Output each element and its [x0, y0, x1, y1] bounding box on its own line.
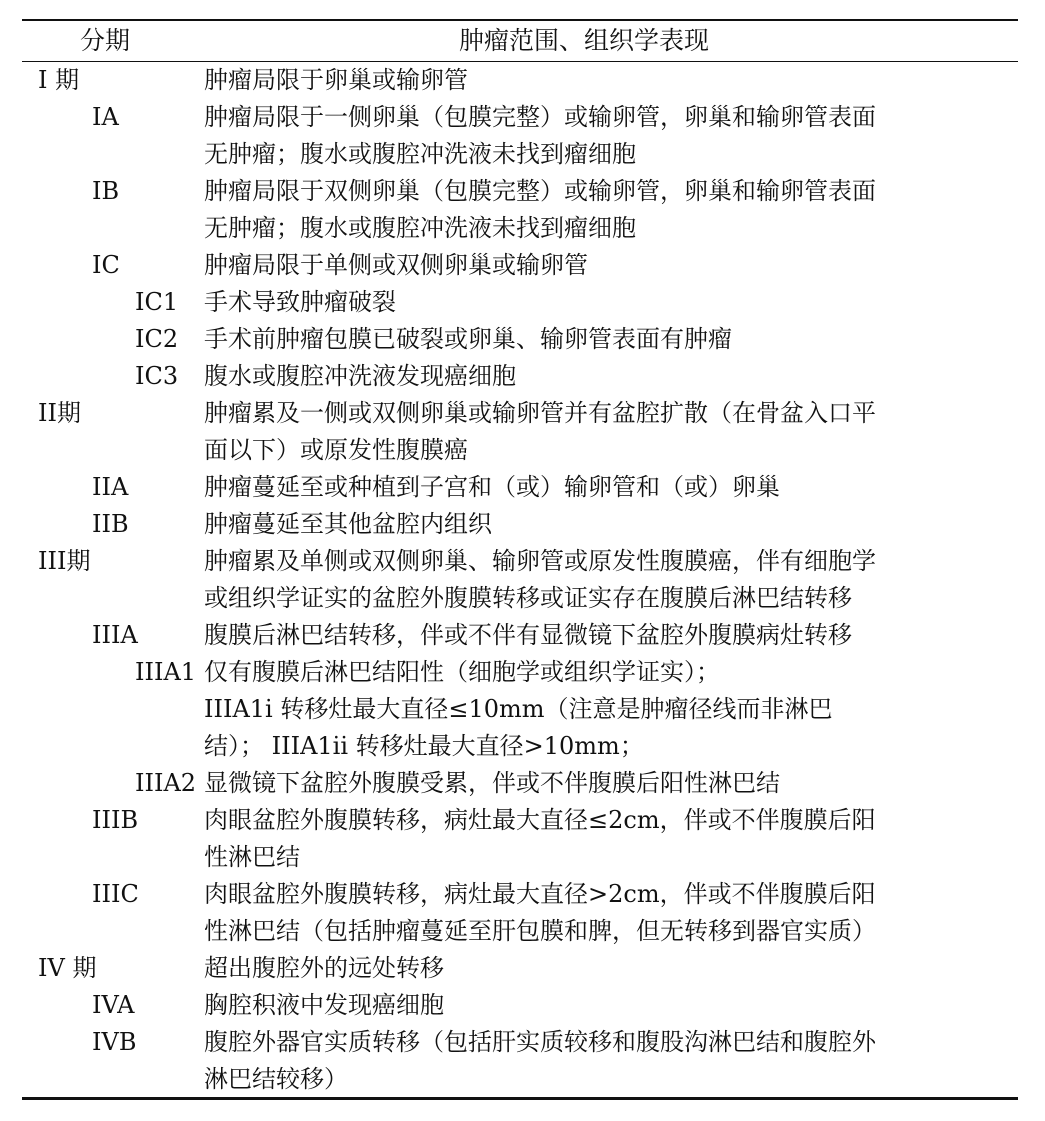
- stage-description: [204, 950, 1019, 987]
- description-line: 手术导致肿瘤破裂: [204, 288, 396, 316]
- table-row: [0, 321, 1045, 358]
- stage-description: [204, 321, 1019, 358]
- stage-label: IVB: [92, 1028, 137, 1056]
- description-line: 肿瘤蔓延至或种植到子宫和（或）输卵管和（或）卵巢: [204, 473, 780, 501]
- stage-label: IC1: [135, 288, 179, 316]
- stage-description: [204, 99, 1019, 173]
- stage-label: IC: [92, 251, 120, 279]
- stage-label: I 期: [38, 66, 80, 94]
- stage-label: IVA: [92, 991, 135, 1019]
- stage-description: [204, 358, 1019, 395]
- description-line: 显微镜下盆腔外腹膜受累，伴或不伴腹膜后阳性淋巴结: [204, 769, 780, 797]
- description-line: IIIA1i 转移灶最大直径≤10mm（注意是肿瘤径线而非淋巴: [204, 695, 833, 723]
- table-bottom-rule: [22, 1097, 1018, 1100]
- table-row: [0, 247, 1045, 284]
- stage-description: [204, 617, 1019, 654]
- table-row: [0, 654, 1045, 765]
- table-row: [0, 173, 1045, 247]
- table-top-rule: [22, 19, 1018, 21]
- description-line: 肉眼盆腔外腹膜转移，病灶最大直径≤2cm，伴或不伴腹膜后阳: [204, 806, 876, 834]
- stage-description: [204, 284, 1019, 321]
- description-line: 无肿瘤；腹水或腹腔冲洗液未找到瘤细胞: [204, 214, 636, 242]
- description-line: 肿瘤蔓延至其他盆腔内组织: [204, 510, 492, 538]
- table-row: [0, 1024, 1045, 1098]
- description-line: 肿瘤局限于一侧卵巢（包膜完整）或输卵管，卵巢和输卵管表面: [204, 103, 876, 131]
- stage-description: [204, 247, 1019, 284]
- stage-description: [204, 765, 1019, 802]
- stage-description: [204, 395, 1019, 469]
- table-row: [0, 543, 1045, 617]
- stage-label: IIIA1: [135, 658, 197, 686]
- stage-description: [204, 1024, 1019, 1098]
- table-row: [0, 469, 1045, 506]
- table-row: [0, 358, 1045, 395]
- stage-description: [204, 62, 1019, 99]
- stage-label: IIA: [92, 473, 129, 501]
- stage-description: [204, 987, 1019, 1024]
- table-row: [0, 617, 1045, 654]
- stage-description: [204, 506, 1019, 543]
- column-header-description: 肿瘤范围、组织学表现: [459, 26, 710, 55]
- description-line: 肿瘤累及单侧或双侧卵巢、输卵管或原发性腹膜癌，伴有细胞学: [204, 547, 876, 575]
- stage-label: IC2: [135, 325, 179, 353]
- description-line: 超出腹腔外的远处转移: [204, 954, 444, 982]
- stage-description: [204, 543, 1019, 617]
- stage-description: [204, 469, 1019, 506]
- stage-label: IA: [92, 103, 119, 131]
- description-line: 肉眼盆腔外腹膜转移，病灶最大直径>2cm，伴或不伴腹膜后阳: [204, 880, 876, 908]
- stage-label: IIB: [92, 510, 129, 538]
- description-line: 无肿瘤；腹水或腹腔冲洗液未找到瘤细胞: [204, 140, 636, 168]
- description-line: 面以下）或原发性腹膜癌: [204, 436, 468, 464]
- table-row: [0, 802, 1045, 876]
- description-line: 肿瘤局限于双侧卵巢（包膜完整）或输卵管，卵巢和输卵管表面: [204, 177, 876, 205]
- stage-description: [204, 173, 1019, 247]
- description-line: 性淋巴结: [204, 843, 300, 871]
- description-line: 肿瘤局限于单侧或双侧卵巢或输卵管: [204, 251, 588, 279]
- description-line: 胸腔积液中发现癌细胞: [204, 991, 444, 1019]
- description-line: 肿瘤局限于卵巢或输卵管: [204, 66, 468, 94]
- description-line: 性淋巴结（包括肿瘤蔓延至肝包膜和脾，但无转移到器官实质）: [204, 917, 876, 945]
- stage-description: [204, 876, 1019, 950]
- description-line: 仅有腹膜后淋巴结阳性（细胞学或组织学证实）；: [204, 658, 720, 686]
- description-line: 或组织学证实的盆腔外腹膜转移或证实存在腹膜后淋巴结转移: [204, 584, 852, 612]
- description-line: 结）； IIIA1ii 转移灶最大直径>10mm；: [204, 732, 644, 760]
- table-row: [0, 284, 1045, 321]
- stage-label: IIIA2: [135, 769, 197, 797]
- table-row: [0, 950, 1045, 987]
- stage-description: [204, 802, 1019, 876]
- column-header-stage: 分期: [80, 26, 131, 55]
- description-line: 肿瘤累及一侧或双侧卵巢或输卵管并有盆腔扩散（在骨盆入口平: [204, 399, 876, 427]
- table-row: [0, 765, 1045, 802]
- table-row: [0, 876, 1045, 950]
- stage-label: IB: [92, 177, 120, 205]
- table-row: [0, 506, 1045, 543]
- table-row: [0, 987, 1045, 1024]
- stage-label: IIIC: [92, 880, 139, 908]
- table-row: [0, 99, 1045, 173]
- table-body: [0, 62, 1045, 1098]
- table-row: [0, 62, 1045, 99]
- stage-label: III期: [38, 547, 91, 575]
- stage-label: IIIB: [92, 806, 139, 834]
- stage-label: II期: [38, 399, 81, 427]
- stage-label: IV 期: [38, 954, 97, 982]
- description-line: 淋巴结较移）: [204, 1065, 348, 1093]
- description-line: 腹水或腹腔冲洗液发现癌细胞: [204, 362, 516, 390]
- stage-label: IC3: [135, 362, 179, 390]
- description-line: 手术前肿瘤包膜已破裂或卵巢、输卵管表面有肿瘤: [204, 325, 732, 353]
- description-line: 腹膜后淋巴结转移，伴或不伴有显微镜下盆腔外腹膜病灶转移: [204, 621, 852, 649]
- description-line: 腹腔外器官实质转移（包括肝实质较移和腹股沟淋巴结和腹腔外: [204, 1028, 876, 1056]
- stage-description: [204, 654, 1019, 765]
- stage-label: IIIA: [92, 621, 138, 649]
- table-row: [0, 395, 1045, 469]
